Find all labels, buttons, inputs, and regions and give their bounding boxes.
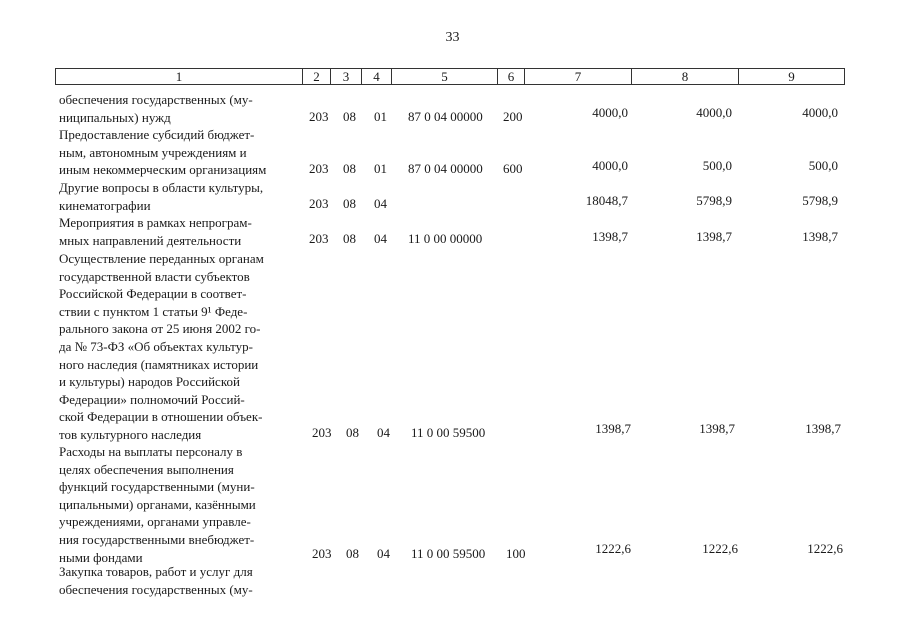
- cell-col-6: 600: [503, 161, 523, 176]
- cell-col-8: 1398,7: [696, 229, 732, 244]
- description-line: ской Федерации в отношении объек-: [59, 409, 263, 425]
- description-line: ным, автономным учреждениям и: [59, 144, 247, 160]
- description-line: ципальными) органами, казёнными: [59, 496, 256, 512]
- cell-col-7: 18048,7: [585, 193, 628, 208]
- cell-col-4: 04: [377, 546, 390, 561]
- header-col-7: 7: [525, 69, 632, 84]
- cell-col-7: 1222,6: [595, 541, 631, 556]
- row-description: [59, 443, 304, 566]
- description-line: тов культурного наследия: [59, 426, 202, 442]
- cell-col-8: 4000,0: [696, 105, 732, 120]
- description-line: Федерации» полномочий Россий-: [59, 391, 245, 407]
- description-line: ными фондами: [59, 549, 143, 565]
- description-line: кинематографии: [59, 197, 151, 213]
- cell-col-4: 01: [374, 109, 387, 124]
- description-line: учреждениями, органами управле-: [59, 514, 251, 530]
- cell-col-5: 11 0 00 00000: [408, 231, 483, 246]
- row-description: [59, 179, 304, 214]
- description-line: государственной власти субъектов: [59, 268, 250, 284]
- cell-col-3: 08: [346, 425, 359, 440]
- page-number: 33: [445, 30, 460, 45]
- header-col-4: 4: [362, 69, 392, 84]
- row-description: [59, 250, 304, 444]
- cell-col-8: 5798,9: [696, 193, 732, 208]
- cell-col-7: 4000,0: [592, 158, 628, 173]
- description-line: мных направлений деятельности: [59, 232, 242, 248]
- description-line: обеспечения государственных (му-: [59, 581, 253, 597]
- cell-col-5: 87 0 04 00000: [408, 161, 483, 176]
- header-col-6: 6: [498, 69, 525, 84]
- description-line: обеспечения государственных (му-: [59, 92, 253, 107]
- header-col-9: 9: [788, 69, 795, 84]
- cell-col-2: 203: [309, 161, 329, 176]
- description-line: ствии с пунктом 1 статьи 9¹ Феде-: [59, 303, 248, 319]
- description-line: ниципальных) нужд: [59, 109, 171, 125]
- description-line: и культуры) народов Российской: [59, 374, 240, 390]
- cell-col-7: 1398,7: [592, 229, 628, 244]
- cell-col-9: 1398,7: [802, 229, 838, 244]
- description-line: Закупка товаров, работ и услуг для: [59, 564, 253, 579]
- cell-col-7: 1398,7: [595, 421, 631, 436]
- description-line: Расходы на выплаты персоналу в: [59, 444, 243, 459]
- cell-col-5: 11 0 00 59500: [411, 546, 486, 561]
- cell-col-2: 203: [309, 231, 329, 246]
- cell-col-3: 08: [343, 196, 356, 211]
- cell-col-9: 1398,7: [805, 421, 841, 436]
- description-line: Мероприятия в рамках непрограм-: [59, 215, 252, 230]
- header-col-1: 1: [56, 69, 303, 84]
- cell-col-3: 08: [343, 109, 356, 124]
- cell-col-2: 203: [309, 196, 329, 211]
- cell-col-8: 500,0: [702, 158, 732, 173]
- description-line: ного наследия (памятниках истории: [59, 356, 259, 372]
- row-description: [59, 126, 304, 179]
- description-line: ния государственными внебюджет-: [59, 531, 255, 547]
- header-col-5: 5: [392, 69, 498, 84]
- header-col-3: 3: [331, 69, 362, 84]
- cell-col-6: 200: [503, 109, 523, 124]
- cell-col-8: 1222,6: [702, 541, 738, 556]
- row-description: [59, 91, 304, 126]
- cell-col-8: 1398,7: [699, 421, 735, 436]
- cell-col-2: 203: [312, 425, 332, 440]
- description-line: Другие вопросы в области культуры,: [59, 180, 264, 195]
- cell-col-9: 1222,6: [807, 541, 843, 556]
- row-description: [59, 563, 304, 598]
- description-line: функций государственными (муни-: [59, 479, 255, 495]
- cell-col-3: 08: [346, 546, 359, 561]
- description-line: Осуществление переданных органам: [59, 251, 264, 266]
- cell-col-3: 08: [343, 161, 356, 176]
- cell-col-4: 04: [374, 231, 387, 246]
- cell-col-9: 5798,9: [802, 193, 838, 208]
- description-line: Предоставление субсидий бюджет-: [59, 127, 255, 142]
- header-col-2: 2: [303, 69, 331, 84]
- cell-col-7: 4000,0: [592, 105, 628, 120]
- cell-col-9: 500,0: [808, 158, 838, 173]
- cell-col-5: 11 0 00 59500: [411, 425, 486, 440]
- cell-col-4: 01: [374, 161, 387, 176]
- description-line: рального закона от 25 июня 2002 го-: [59, 321, 261, 337]
- description-line: Российской Федерации в соответ-: [59, 286, 247, 302]
- cell-col-3: 08: [343, 231, 356, 246]
- description-line: иным некоммерческим организациям: [59, 162, 267, 178]
- cell-col-2: 203: [312, 546, 332, 561]
- cell-col-2: 203: [309, 109, 329, 124]
- cell-col-5: 87 0 04 00000: [408, 109, 483, 124]
- description-line: целях обеспечения выполнения: [59, 461, 234, 477]
- row-description: [59, 214, 304, 249]
- cell-col-4: 04: [377, 425, 390, 440]
- cell-col-6: 100: [506, 546, 526, 561]
- description-line: да № 73-ФЗ «Об объектах культур-: [59, 338, 254, 354]
- table-header: [55, 68, 845, 85]
- cell-col-9: 4000,0: [802, 105, 838, 120]
- header-col-8: 8: [632, 69, 739, 84]
- cell-col-4: 04: [374, 196, 387, 211]
